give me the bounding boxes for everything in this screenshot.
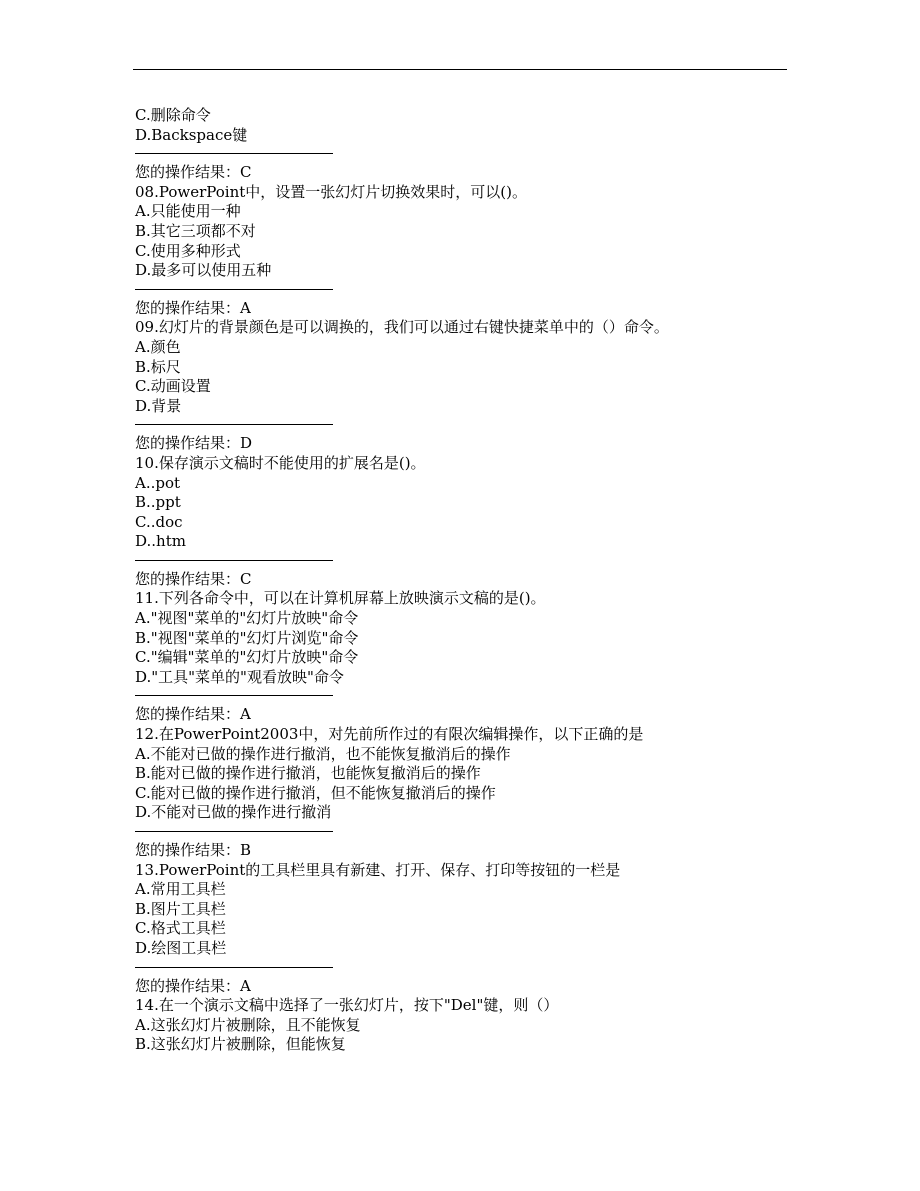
answer-result: 您的操作结果：A — [135, 298, 251, 317]
answer-result: 您的操作结果：C — [135, 163, 252, 182]
question-block-14 — [135, 977, 795, 1055]
option-c: C."编辑"菜单的"幻灯片放映"命令 — [135, 648, 359, 667]
header-rule — [133, 69, 787, 70]
option-d: D.不能对已做的操作进行撤消 — [135, 803, 332, 822]
option-b: B.标尺 — [135, 357, 181, 376]
question-block-11 — [135, 570, 795, 688]
question-block-12 — [135, 705, 795, 823]
separator-rule — [135, 424, 333, 425]
option-b: B.能对已做的操作进行撤消，也能恢复撤消后的操作 — [135, 764, 481, 783]
answer-result: 您的操作结果：A — [135, 705, 251, 724]
question-text: 08.PowerPoint中，设置一张幻灯片切换效果时，可以()。 — [135, 182, 527, 201]
document-body — [135, 106, 795, 1055]
option-b: B."视图"菜单的"幻灯片浏览"命令 — [135, 628, 359, 647]
option-b: B..ppt — [135, 493, 181, 512]
option-b: B.图片工具栏 — [135, 899, 226, 918]
option-d: D.Backspace键 — [135, 125, 248, 144]
question-text: 09.幻灯片的背景颜色是可以调换的，我们可以通过右键快捷菜单中的（）命令。 — [135, 318, 669, 337]
option-c: C..doc — [135, 512, 183, 531]
option-d: D..htm — [135, 532, 186, 551]
answer-result: 您的操作结果：B — [135, 841, 252, 859]
intro-block — [135, 106, 795, 145]
option-a: A."视图"菜单的"幻灯片放映"命令 — [135, 609, 359, 628]
option-c: C.能对已做的操作进行撤消，但不能恢复撤消后的操作 — [135, 783, 496, 802]
question-block-13 — [135, 841, 795, 959]
separator-rule — [135, 153, 333, 154]
separator-rule — [135, 831, 333, 832]
option-a: A.颜色 — [135, 337, 181, 356]
option-d: D.背景 — [135, 396, 182, 415]
answer-result: 您的操作结果：C — [135, 569, 252, 588]
option-a: A.常用工具栏 — [135, 880, 226, 899]
option-a: A.不能对已做的操作进行撤消，也不能恢复撤消后的操作 — [135, 744, 511, 763]
option-a: A.只能使用一种 — [135, 202, 241, 221]
question-text: 11.下列各命令中，可以在计算机屏幕上放映演示文稿的是()。 — [135, 589, 546, 608]
option-c: C.格式工具栏 — [135, 919, 226, 938]
option-a: A.这张幻灯片被删除，且不能恢复 — [135, 1015, 361, 1034]
separator-rule — [135, 560, 333, 561]
question-block-09 — [135, 299, 795, 417]
question-text: 12.在PowerPoint2003中，对先前所作过的有限次编辑操作，以下正确的是 — [135, 725, 644, 744]
question-text: 10.保存演示文稿时不能使用的扩展名是()。 — [135, 453, 426, 472]
question-text: 13.PowerPoint的工具栏里具有新建、打开、保存、打印等按钮的一栏是 — [135, 860, 621, 879]
separator-rule — [135, 967, 333, 968]
option-b: B.这张幻灯片被删除，但能恢复 — [135, 1035, 346, 1054]
question-block-08 — [135, 163, 795, 281]
option-a: A..pot — [135, 473, 181, 492]
answer-result: 您的操作结果：D — [135, 434, 253, 453]
option-d: D."工具"菜单的"观看放映"命令 — [135, 667, 344, 686]
option-d: D.最多可以使用五种 — [135, 261, 272, 280]
option-d: D.绘图工具栏 — [135, 938, 227, 957]
option-c: C.删除命令 — [135, 106, 211, 124]
option-c: C.使用多种形式 — [135, 241, 241, 260]
option-b: B.其它三项都不对 — [135, 221, 256, 240]
question-text: 14.在一个演示文稿中选择了一张幻灯片，按下"Del"键，则（） — [135, 996, 559, 1015]
question-block-10 — [135, 434, 795, 552]
answer-result: 您的操作结果：A — [135, 976, 251, 995]
separator-rule — [135, 695, 333, 696]
option-c: C.动画设置 — [135, 377, 211, 396]
separator-rule — [135, 289, 333, 290]
